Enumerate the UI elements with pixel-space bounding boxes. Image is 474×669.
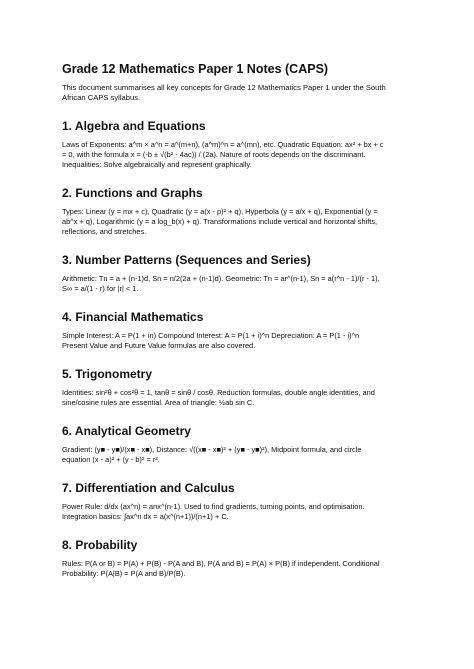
document-page — [62, 62, 418, 579]
section-heading: 8. Probability — [62, 538, 138, 552]
section-heading: 6. Analytical Geometry — [62, 424, 191, 438]
section-line: Inequalities: Solve algebraically and represent graphically. — [62, 160, 252, 169]
section-body — [62, 207, 418, 237]
intro-line: This document summarises all key concepts for Grade 12 Mathematics Paper 1 under the South — [62, 83, 386, 92]
section-heading: 1. Algebra and Equations — [62, 119, 206, 133]
section-calculus — [62, 481, 418, 522]
section-functions — [62, 186, 418, 237]
section-line: ab^x + q), Logarithmic (y = a log_b(x) + q). Transformations include vertical and horizontal shifts, — [62, 217, 378, 226]
section-line: Gradient: (y■ - y■)/(x■ - x■), Distance: √((x■ - x■)² + (y■ - y■)²), Midpoint formula, and circle — [62, 445, 362, 454]
section-line: = 0, with the formula x = (-b ± √(b² - 4ac)) / (2a). Nature of roots depends on the discriminant. — [62, 150, 366, 159]
section-line: reflections, and stretches. — [62, 227, 147, 236]
section-heading: 3. Number Patterns (Sequences and Series) — [62, 253, 311, 267]
section-probability — [62, 538, 418, 579]
section-line: sine/cosine rules are essential. Area of triangle: ½ab sin C. — [62, 398, 255, 407]
section-line: Identities: sin²θ + cos²θ = 1, tanθ = sinθ / cosθ. Reduction formulas, double angle identities, and — [62, 388, 375, 397]
section-heading: 7. Differentiation and Calculus — [62, 481, 235, 495]
document-title: Grade 12 Mathematics Paper 1 Notes (CAPS) — [62, 62, 329, 76]
section-algebra — [62, 119, 418, 170]
section-line: Present Value and Future Value formulas are also covered. — [62, 341, 256, 350]
section-line: Power Rule: d/dx (ax^n) = anx^(n-1). Used to find gradients, turning points, and optimisation. — [62, 502, 365, 511]
intro-line: African CAPS syllabus. — [62, 93, 141, 102]
section-line: Integration basics: ∫ax^n dx = a(x^(n+1))/(n+1) + C. — [62, 512, 229, 521]
section-body — [62, 140, 418, 170]
section-line: Laws of Exponents: a^m × a^n = a^(m+n), (a^m)^n = a^(mn), etc. Quadratic Equation: ax² + bx + c — [62, 140, 384, 149]
section-body — [62, 388, 418, 408]
section-analytical-geometry — [62, 424, 418, 465]
section-trigonometry — [62, 367, 418, 408]
section-financial — [62, 310, 418, 351]
document-intro — [62, 83, 418, 103]
section-body — [62, 331, 418, 351]
section-line: Types: Linear (y = mx + c), Quadratic (y = a(x - p)² + q), Hyperbola (y = a/x + q), Exponential (y = — [62, 207, 378, 216]
section-body — [62, 559, 418, 579]
section-line: Probability: P(A|B) = P(A and B)/P(B). — [62, 569, 186, 578]
section-heading: 4. Financial Mathematics — [62, 310, 204, 324]
section-line: S∞ = a/(1 - r) for |r| < 1. — [62, 284, 139, 293]
section-line: Arithmetic: Tn = a + (n-1)d, Sn = n/2(2a + (n-1)d). Geometric: Tn = ar^(n-1), Sn = a(r^n - 1)/(r - 1), — [62, 274, 380, 283]
section-line: Rules: P(A or B) = P(A) + P(B) - P(A and B), P(A and B) = P(A) × P(B) if independent. Conditional — [62, 559, 380, 568]
section-heading: 5. Trigonometry — [62, 367, 153, 381]
section-body — [62, 274, 418, 294]
section-line: Simple Interest: A = P(1 + in) Compound Interest: A = P(1 + i)^n Depreciation: A = P(1 - i)^n — [62, 331, 360, 340]
section-line: equation (x - a)² + (y - b)² = r². — [62, 455, 160, 464]
section-body — [62, 502, 418, 522]
section-body — [62, 445, 418, 465]
section-number-patterns — [62, 253, 418, 294]
section-heading: 2. Functions and Graphs — [62, 186, 203, 200]
